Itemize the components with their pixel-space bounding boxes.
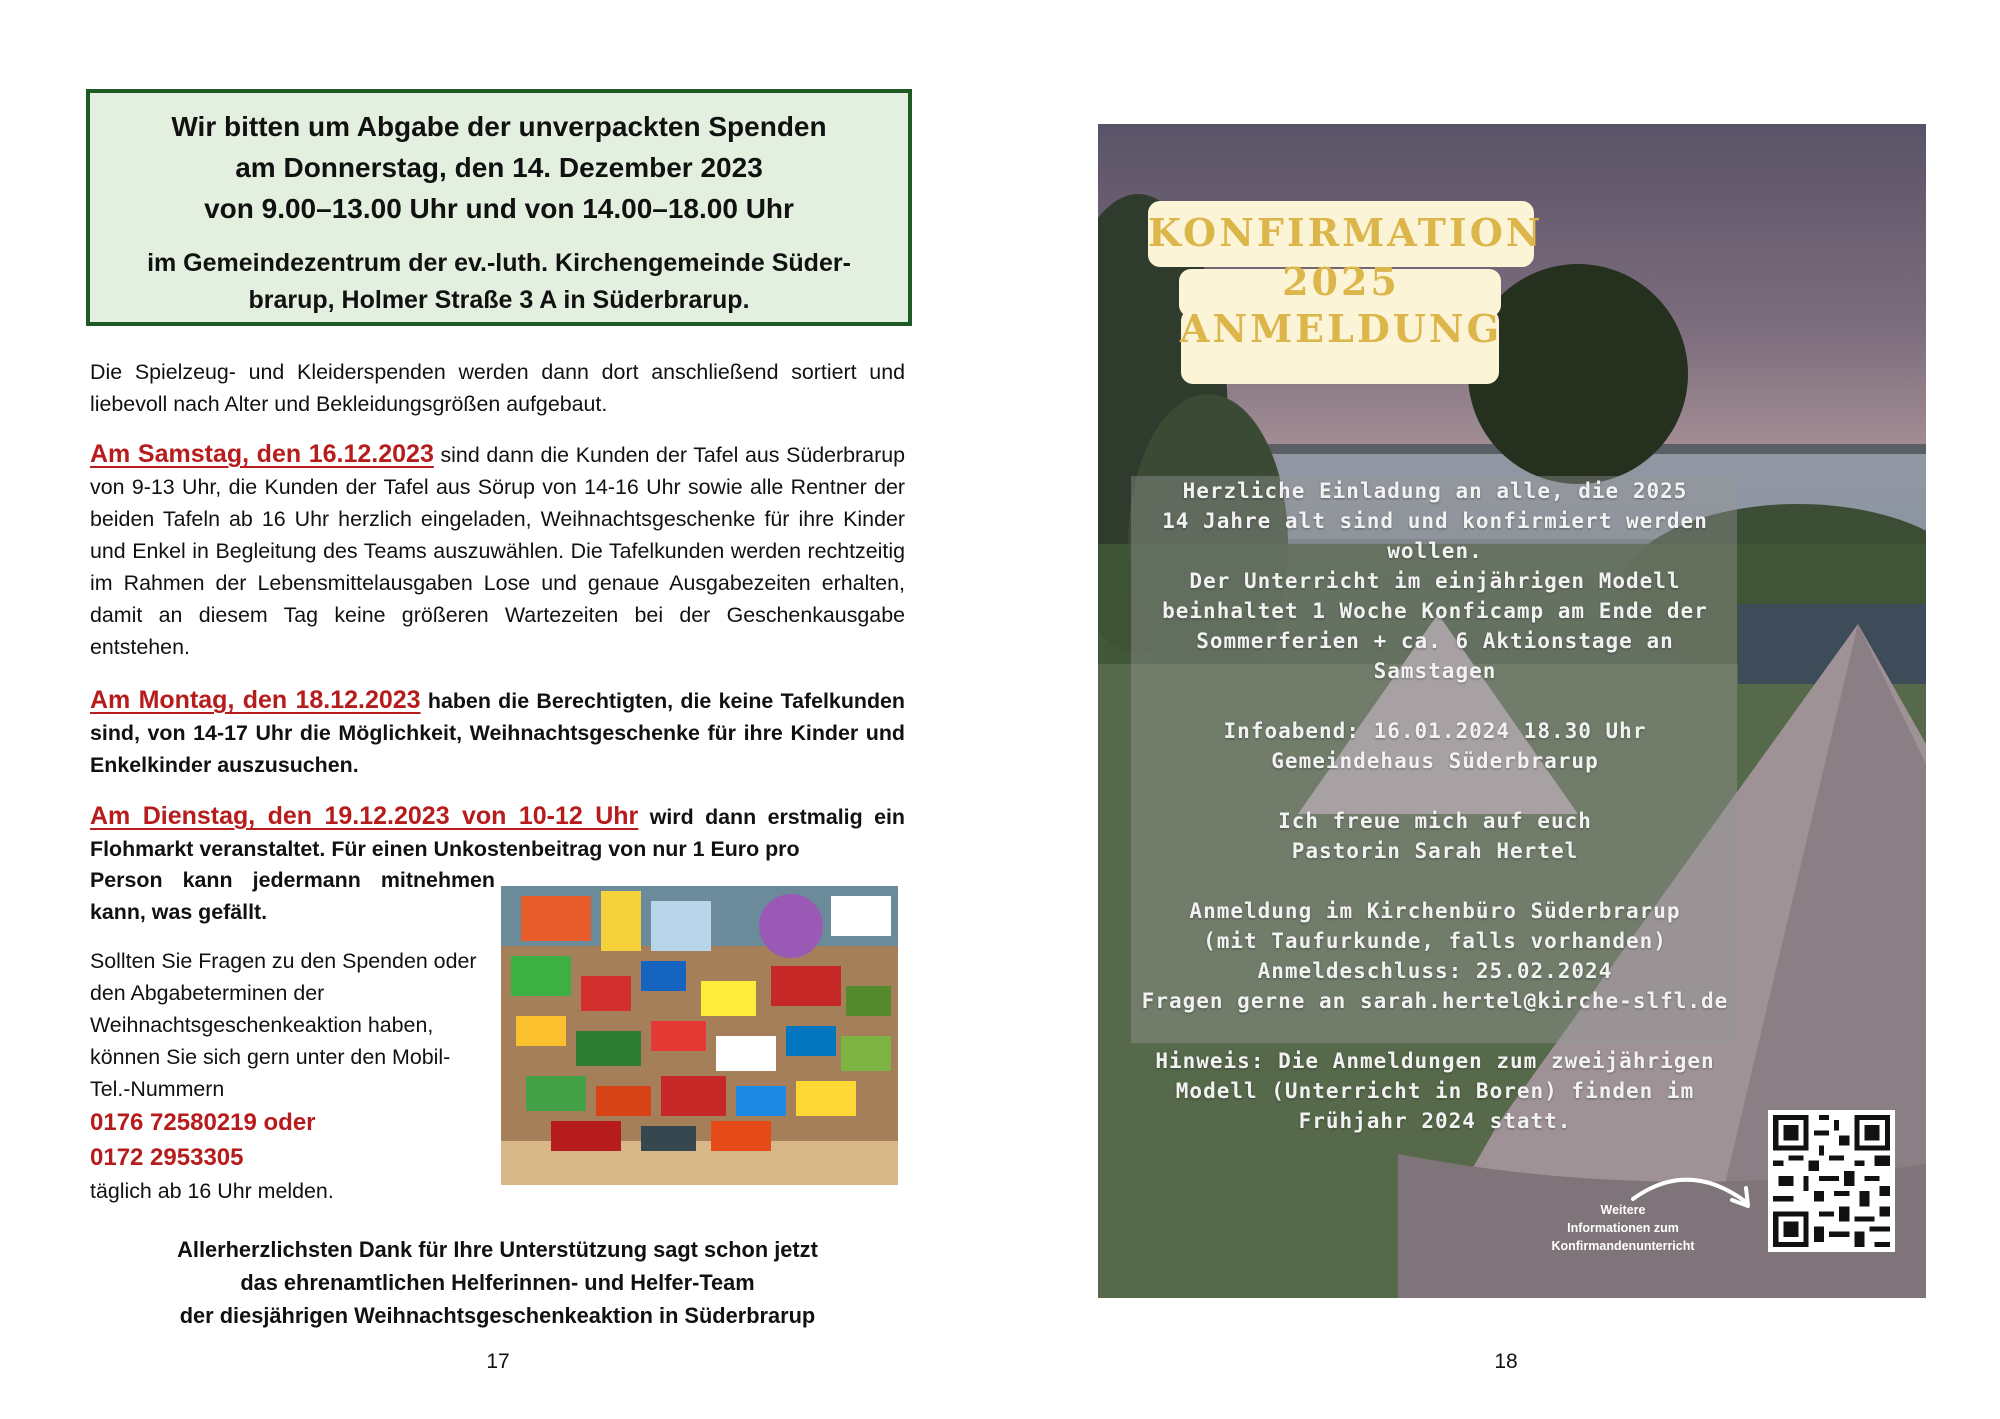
note-line: Hinweis: Die Anmeldungen zum zweijährigen (1155, 1049, 1715, 1073)
more-info-line: Weitere (1600, 1203, 1646, 1217)
note-line: Frühjahr 2024 statt. (1298, 1109, 1572, 1133)
infoabend-line: Infoabend: 16.01.2024 18.30 Uhr (1223, 719, 1647, 743)
confirmation-poster (1098, 124, 1926, 1298)
invitation-line: wollen. (1387, 539, 1483, 563)
poster-title-line-2: 2025 (1282, 259, 1400, 304)
notice-line-1: Wir bitten um Abgabe der unverpackten Spenden (171, 111, 827, 142)
notice-line-3: von 9.00–13.00 Uhr und von 14.00–18.00 Uhr (204, 193, 794, 224)
invitation-line: Der Unterricht im einjährigen Modell (1189, 569, 1681, 593)
invitation-line: Herzliche Einladung an alle, die 2025 (1182, 479, 1688, 503)
saturday-paragraph (90, 438, 905, 663)
notice-place (90, 245, 908, 319)
invitation-line: Sommerferien + ca. 6 Aktionstage an (1196, 629, 1674, 653)
registration-line: Fragen gerne an sarah.hertel@kirche-slfl.de (1141, 989, 1729, 1013)
poster-title-line-1: KONFIRMATION (1148, 210, 1544, 255)
thanks-line-1: Allerherzlichsten Dank für Ihre Unterstützung sagt schon jetzt (177, 1237, 818, 1262)
note-line: Modell (Unterricht in Boren) finden im (1175, 1079, 1695, 1103)
more-info-text (1518, 1201, 1728, 1255)
toy-cars-photo (501, 886, 898, 1185)
more-info-line: Informationen zum (1567, 1221, 1679, 1235)
contact-text: Sollten Sie Fragen zu den Spenden oder den Abgabeterminen der Weihnachtsgeschenkeaktion haben, können Sie sich gern unter den Mobil-Tel.-Nummern (90, 949, 477, 1101)
intro-paragraph: Die Spielzeug- und Kleiderspenden werden dann dort anschließend sortiert und liebevoll nach Alter und Bekleidungsgrößen aufgebaut. (90, 360, 905, 416)
greeting-line: Pastorin Sarah Hertel (1291, 839, 1579, 863)
toy-cars-illustration (501, 886, 898, 1185)
notice-place-line-1: im Gemeindezentrum der ev.-luth. Kirchengemeinde Süder- (147, 249, 851, 277)
tuesday-paragraph (90, 800, 905, 865)
qr-code-pattern (1768, 1110, 1895, 1252)
page-number-right: 18 (1494, 1350, 1518, 1373)
registration-line: (mit Taufurkunde, falls vorhanden) (1203, 929, 1667, 953)
poster-title-line-3: ANMELDUNG (1179, 306, 1503, 351)
registration-line: Anmeldung im Kirchenbüro Süderbrarup (1189, 899, 1681, 923)
thanks-block (90, 1233, 905, 1332)
qr-code-icon[interactable] (1768, 1110, 1895, 1252)
invitation-line: beinhaltet 1 Woche Konficamp am Ende der (1162, 599, 1708, 623)
registration-line: Anmeldeschluss: 25.02.2024 (1257, 959, 1613, 983)
saturday-text: sind dann die Kunden der Tafel aus Süderbrarup von 9-13 Uhr, die Kunden der Tafel aus Sörup von 14-16 Uhr sowie alle Rentner der beiden Tafeln ab 16 Uhr herzlich eingeladen, Weihnachtsgeschenke für ihre Kinder und Enkel in Begleitung des Teams auszuwählen. Die Tafelkunden werden rechtzeitig im Rahmen der Lebensmittelausgaben Lose und genaue Ausgabezeiten erhalten, damit an diesem Tag keine größeren Wartezeiten bei der Geschenkausgabe entstehen. (90, 443, 905, 659)
saturday-date: Am Samstag, den 16.12.2023 (90, 440, 434, 468)
notice-line-2: am Donnerstag, den 14. Dezember 2023 (235, 152, 763, 183)
monday-text: haben die Berechtigten, die keine Tafelkunden sind, von 14-17 Uhr die Möglichkeit, Weihnachtsgeschenke für ihre Kinder und Enkelkinder auszusuchen. (90, 689, 905, 777)
infoabend-line: Gemeindehaus Süderbrarup (1271, 749, 1599, 773)
phone-number-2: 0172 2953305 (90, 1144, 244, 1171)
tuesday-date: Am Dienstag, den 19.12.2023 von 10-12 Uhr (90, 802, 639, 830)
tuesday-text-continued: Person kann jedermann mitnehmen kann, was gefällt. (90, 868, 495, 924)
page-number-left: 17 (486, 1350, 510, 1373)
contact-block (90, 945, 490, 1207)
monday-date: Am Montag, den 18.12.2023 (90, 686, 421, 714)
phone-number-1: 0176 72580219 oder (90, 1109, 316, 1136)
notice-place-line-2: brarup, Holmer Straße 3 A in Süderbrarup. (248, 286, 750, 314)
greeting-line: Ich freue mich auf euch (1278, 809, 1592, 833)
thanks-line-3: der diesjährigen Weihnachtsgeschenkeaktion in Süderbrarup (179, 1303, 816, 1328)
more-info-line: Konfirmandenunterricht (1551, 1239, 1695, 1253)
invitation-line: Samstagen (1373, 659, 1497, 683)
poster-info-text (1118, 476, 1752, 1136)
tuesday-text: wird dann erstmalig ein Flohmarkt veranstaltet. Für einen Unkostenbeitrag von nur 1 Euro pro (90, 805, 905, 861)
contact-closing: täglich ab 16 Uhr melden. (90, 1179, 334, 1203)
donation-notice-box (86, 89, 912, 326)
invitation-line: 14 Jahre alt sind und konfirmiert werden (1162, 509, 1708, 533)
monday-paragraph (90, 684, 905, 781)
thanks-line-2: das ehrenamtlichen Helferinnen- und Helfer-Team (240, 1270, 755, 1295)
